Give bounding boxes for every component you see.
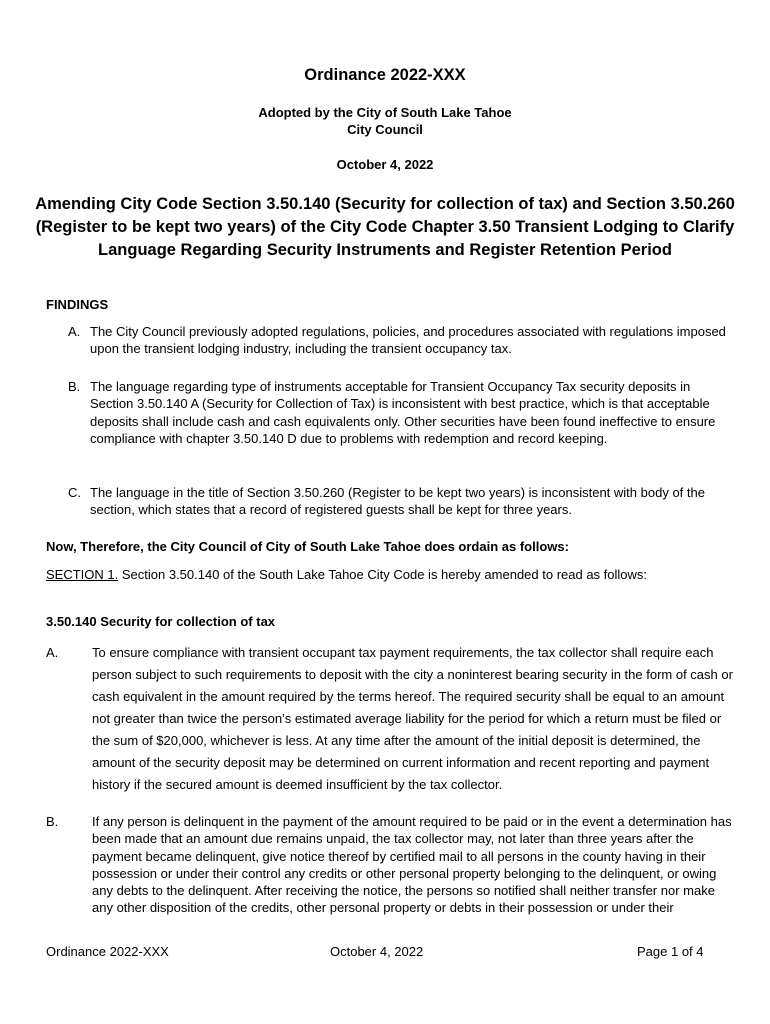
section-1 <box>46 565 726 584</box>
findings-label: FINDINGS <box>46 297 109 312</box>
finding-text: The City Council previously adopted regulations, policies, and procedures associated with regulations imposed upon the transient lodging industry, including the transient occupancy tax. <box>90 324 726 357</box>
adopted-by <box>0 104 770 138</box>
finding-a <box>68 323 733 358</box>
ordinance-title: Ordinance 2022-XXX <box>304 66 466 84</box>
adopted-line-2: City Council <box>347 122 423 137</box>
adopted-line-1: Adopted by the City of South Lake Tahoe <box>258 105 512 120</box>
finding-letter: C. <box>68 485 81 500</box>
finding-text: The language in the title of Section 3.50.260 (Register to be kept two years) is inconsistent with body of the section, which states that a record of registered guests shall be kept for three years. <box>90 485 705 518</box>
footer-date: October 4, 2022 <box>330 944 424 959</box>
paragraph-label: B. <box>46 814 59 829</box>
paragraph-label: A. <box>46 645 59 660</box>
footer-page-number: Page 1 of 4 <box>637 944 704 959</box>
section-1-label: SECTION 1. <box>46 567 119 582</box>
finding-c <box>68 484 733 519</box>
paragraph-text: To ensure compliance with transient occupant tax payment requirements, the tax collector shall require each person subject to such requirements to deposit with the city a noninterest bearing security in the form of cash or cash equivalent in the amount required by the terms hereof. The required security shall be equal to an amount not greater than twice the person’s estimated average liability for the period for which a return must be filed or the sum of $20,000, whichever is less. At any time after the amount of the initial deposit is determined, the amount of the security deposit may be determined on current information and recent reporting and payment history if the secured amount is deemed insufficient by the tax collector. <box>92 645 733 792</box>
finding-letter: A. <box>68 324 81 339</box>
section-1-text: Section 3.50.140 of the South Lake Tahoe City Code is hereby amended to read as follows: <box>118 567 648 582</box>
security-paragraph-a <box>46 642 736 796</box>
ordinance-date: October 4, 2022 <box>336 157 434 172</box>
finding-letter: B. <box>68 379 81 394</box>
finding-text: The language regarding type of instruments acceptable for Transient Occupancy Tax security deposits in Section 3.50.140 A (Security for Collection of Tax) is inconsistent with best practice, which is that acceptable deposits shall include cash and cash equivalents only. Other securities have been found ineffective to ensure compliance with chapter 3.50.140 D due to problems with redemption and record keeping. <box>90 379 716 446</box>
security-section-title: 3.50.140 Security for collection of tax <box>46 614 276 629</box>
ordinance-heading: Amending City Code Section 3.50.140 (Security for collection of tax) and Section 3.50.260 (Register to be kept two years) of the City Code Chapter 3.50 Transient Lodging to Clarify Language Regarding Security Instruments and Register Retention Period <box>35 195 735 259</box>
security-paragraph-b <box>46 813 736 917</box>
footer-ordinance: Ordinance 2022-XXX <box>46 944 169 959</box>
paragraph-text: If any person is delinquent in the payment of the amount required to be paid or in the event a determination has been made that an amount due remains unpaid, the tax collector may, not later than three years after the payment became delinquent, give notice thereof by certified mail to all persons in the county having in their possession or under their control any credits or other personal property belonging to the delinquent, or owing any debts to the delinquent. After receiving the notice, the persons so notified shall neither transfer nor make any other disposition of the credits, other personal property or debts in their possession or under their <box>92 814 732 916</box>
ordain-statement: Now, Therefore, the City Council of City of South Lake Tahoe does ordain as follows: <box>46 539 569 554</box>
finding-b <box>68 378 733 447</box>
